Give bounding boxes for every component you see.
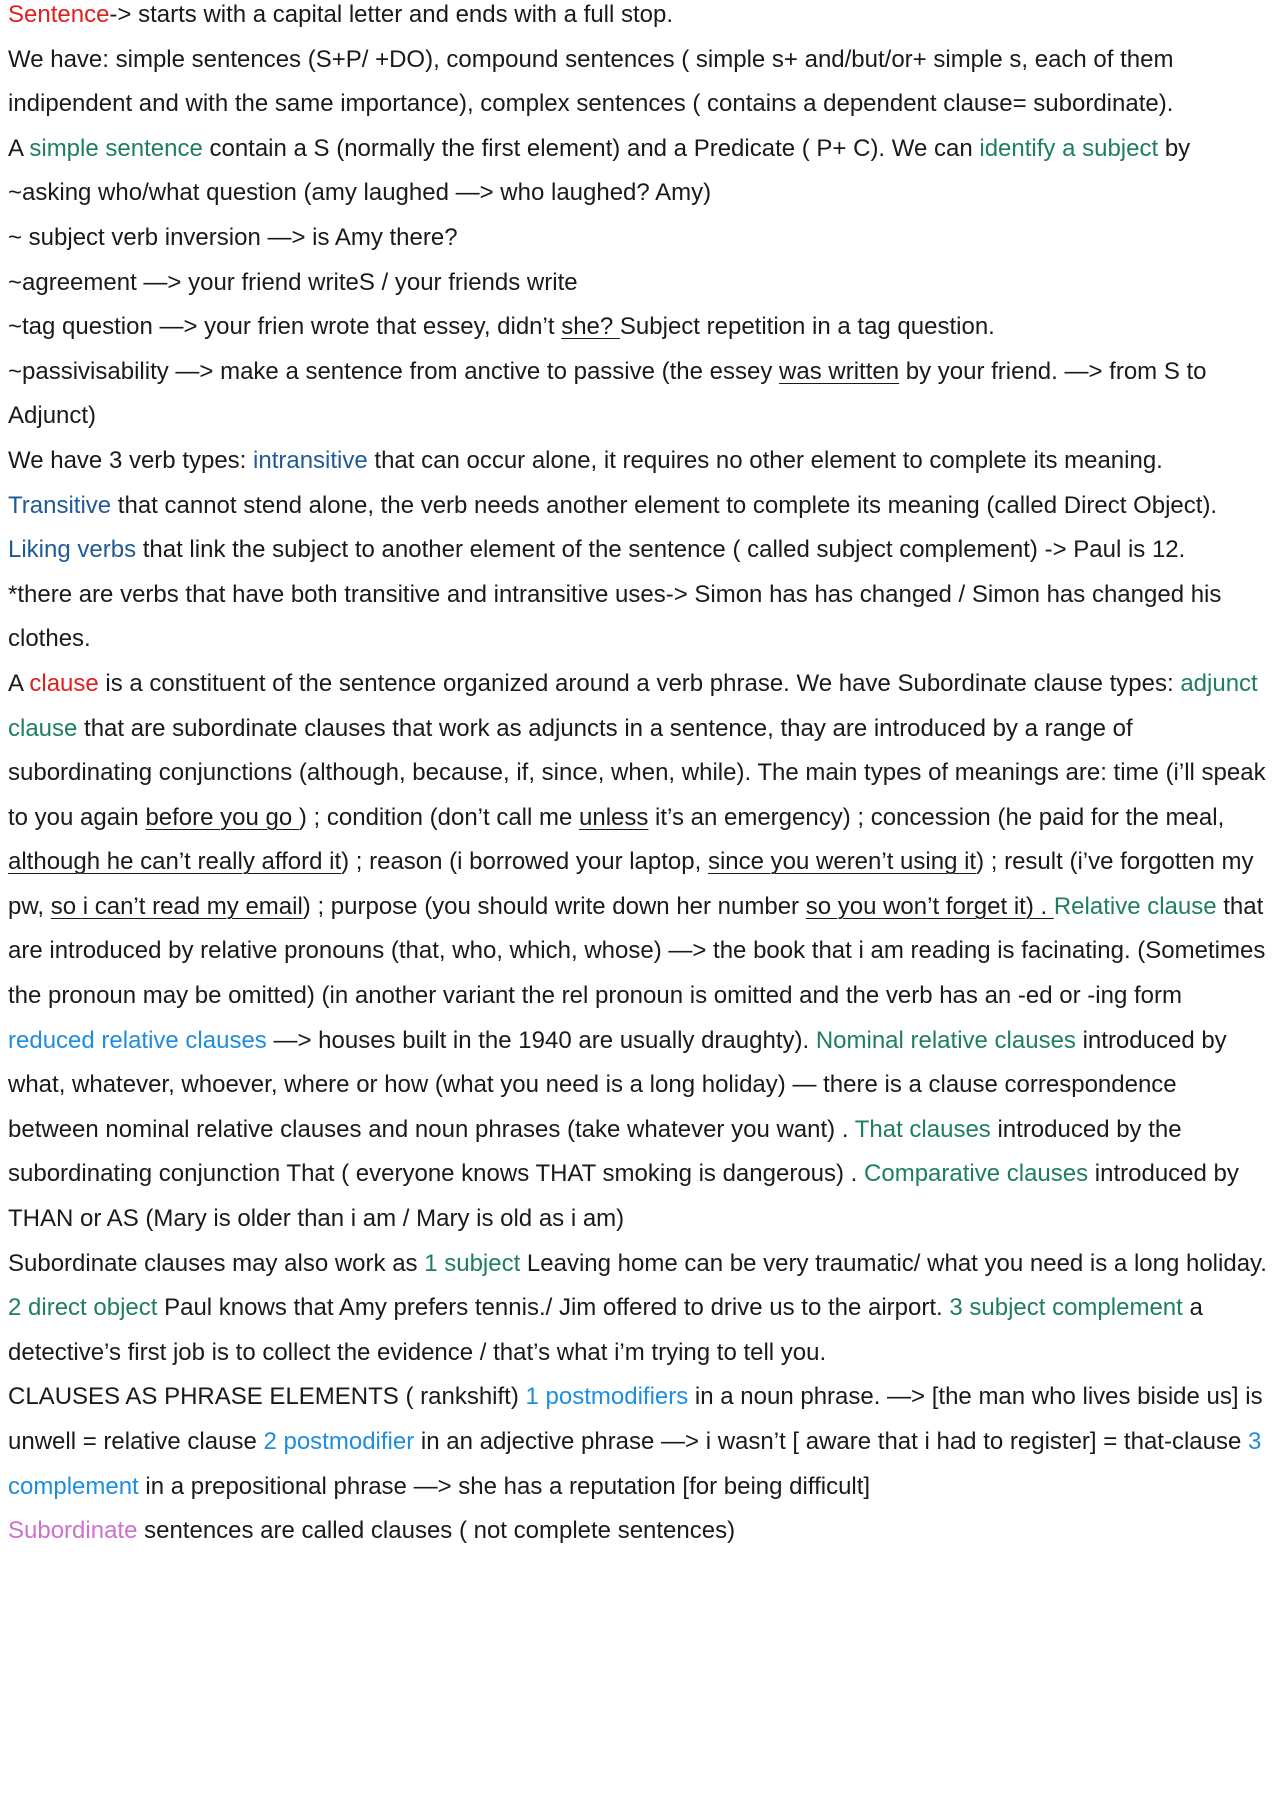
text: by ~asking who/what question (amy laughed —> who laughed? Amy) bbox=[8, 134, 1191, 207]
text: that cannot stend alone, the verb needs another element to complete its meaning (called Direct Object). bbox=[111, 491, 1218, 519]
text: CLAUSES AS PHRASE ELEMENTS ( rankshift) bbox=[8, 1383, 526, 1411]
text: We have 3 verb types: bbox=[8, 446, 254, 474]
text: ~passivisability —> make a sentence from anctive to passive (the essey bbox=[8, 357, 780, 385]
term-relative-clause: Relative clause bbox=[1053, 892, 1217, 920]
paragraph-simple-sentence bbox=[8, 127, 1272, 216]
text: that are introduced by relative pronouns (that, who, which, whose) —> the book that i am reading is facinating. (Sometimes the pronoun may be omitted) (in another variant the rel pronoun is omitted and the verb has an -ed or -ing form bbox=[8, 892, 1266, 1010]
text: introduced by the subordinating conjunction That ( everyone knows THAT smoking is dangerous) . bbox=[8, 1115, 1182, 1188]
text: A bbox=[8, 134, 30, 162]
text: introduced by THAN or AS (Mary is older than i am / Mary is old as i am) bbox=[8, 1160, 1239, 1233]
text: that can occur alone, it requires no other element to complete its meaning. bbox=[367, 446, 1163, 474]
paragraph-passivisability bbox=[8, 350, 1272, 439]
text: it’s an emergency) ; concession (he paid for the meal, bbox=[648, 803, 1225, 831]
underlined-text: although he can’t really afford it bbox=[8, 848, 342, 876]
text: is a constituent of the sentence organized around a verb phrase. We have Subordinate clause types: bbox=[98, 669, 1181, 697]
term-reduced-relative-clauses: reduced relative clauses bbox=[8, 1026, 267, 1054]
term-comparative-clauses: Comparative clauses bbox=[864, 1160, 1089, 1188]
text: Leaving home can be very traumatic/ what you need is a long holiday. bbox=[520, 1249, 1267, 1277]
text: *there are verbs that have both transitive and intransitive uses-> Simon has has changed / Simon has changed his clothes. bbox=[8, 580, 1222, 653]
term-adjunct-clause: adjunct clause bbox=[8, 669, 1258, 742]
term-complement: 3 complement bbox=[8, 1428, 1262, 1500]
text: ~ subject verb inversion —> is Amy there? bbox=[8, 223, 458, 251]
text: We have: simple sentences (S+P/ +DO), compound sentences ( simple s+ and/but/or+ simple s, each of them indipendent and with the same importance), complex sentences ( contains a dependent clause= subordinate). bbox=[8, 45, 1174, 118]
term-that-clauses: That clauses bbox=[854, 1115, 991, 1143]
paragraph-subordinate-note bbox=[8, 1509, 1272, 1554]
text: introduced by what, whatever, whoever, where or how (what you need is a long holiday) — there is a clause correspondence between nominal relative clauses and noun phrases (take whatever you want) . bbox=[8, 1026, 1227, 1143]
text: Subordinate clauses may also work as bbox=[8, 1249, 425, 1277]
paragraph-clause bbox=[8, 662, 1272, 1242]
paragraph-subordinate-functions bbox=[8, 1242, 1272, 1376]
text: that are subordinate clauses that work as adjuncts in a sentence, thay are introduced by a range of subordinating conjunctions (although, because, if, since, when, while). The main types of meanings are: time (i’ll speak to you again bbox=[8, 714, 1266, 831]
term-postmodifier: 2 postmodifier bbox=[263, 1428, 415, 1455]
underlined-text: before you go bbox=[145, 803, 299, 831]
term-liking-verbs: Liking verbs bbox=[8, 536, 137, 564]
underlined-text: so i can’t read my email bbox=[50, 892, 303, 920]
text: A bbox=[8, 669, 30, 697]
text: by your friend. —> from S to Adjunct) bbox=[8, 357, 1207, 430]
text: ~tag question —> your frien wrote that essey, didn’t bbox=[8, 313, 562, 341]
text: ) ; purpose (you should write down her number bbox=[302, 892, 806, 920]
text: sentences are called clauses ( not complete sentences) bbox=[137, 1517, 736, 1545]
text: contain a S (normally the first element) and a Predicate ( P+ C). We can bbox=[202, 134, 980, 162]
text: -> starts with a capital letter and ends with a full stop. bbox=[109, 1, 674, 28]
underlined-text: she? bbox=[561, 313, 620, 341]
term-identify-subject: identify a subject bbox=[979, 134, 1159, 162]
text: in a noun phrase. —> [the man who lives biside us] is unwell = relative clause bbox=[8, 1383, 1263, 1455]
term-intransitive: intransitive bbox=[253, 446, 368, 474]
paragraph-sentence-types bbox=[8, 38, 1272, 127]
text: Paul knows that Amy prefers tennis./ Jim offered to drive us to the airport. bbox=[157, 1294, 950, 1322]
paragraph-verb-types bbox=[8, 439, 1272, 573]
underlined-text: unless bbox=[579, 803, 649, 831]
term-subject-complement: 3 subject complement bbox=[949, 1294, 1183, 1322]
paragraph-agreement bbox=[8, 261, 1272, 306]
text: in a prepositional phrase —> she has a reputation [for being difficult] bbox=[138, 1472, 871, 1500]
underlined-text: was written bbox=[779, 357, 900, 385]
text: Subject repetition in a tag question. bbox=[619, 313, 995, 341]
paragraph-tag-question bbox=[8, 305, 1272, 350]
underlined-text: so you won’t forget it) . bbox=[805, 892, 1054, 920]
term-postmodifiers: 1 postmodifiers bbox=[525, 1383, 689, 1411]
term-direct-object: 2 direct object bbox=[8, 1294, 158, 1322]
term-subordinate: Subordinate bbox=[8, 1517, 138, 1545]
paragraph-phrase-elements bbox=[8, 1375, 1272, 1509]
paragraph-inversion bbox=[8, 216, 1272, 261]
term-nominal-relative-clauses: Nominal relative clauses bbox=[815, 1026, 1076, 1054]
term-transitive: Transitive bbox=[8, 491, 112, 519]
paragraph-both-uses bbox=[8, 573, 1272, 662]
term-sentence: Sentence bbox=[8, 1, 110, 28]
text: —> houses built in the 1940 are usually draughty). bbox=[266, 1026, 816, 1054]
text: in an adjective phrase —> i wasn’t [ aware that i had to register] = that-clause bbox=[414, 1428, 1248, 1455]
paragraph-sentence-definition bbox=[8, 0, 1272, 38]
term-subject: 1 subject bbox=[424, 1249, 521, 1277]
text: ~agreement —> your friend writeS / your friends write bbox=[8, 268, 578, 296]
text: that link the subject to another element of the sentence ( called subject complement) -> Paul is 12. bbox=[136, 536, 1186, 564]
term-simple-sentence: simple sentence bbox=[29, 134, 203, 162]
term-clause: clause bbox=[29, 669, 99, 697]
text: ) ; condition (don’t call me bbox=[298, 803, 580, 831]
text: ) ; reason (i borrowed your laptop, bbox=[341, 848, 708, 876]
text: a detective’s first job is to collect the evidence / that’s what i’m trying to tell you. bbox=[8, 1294, 1203, 1366]
underlined-text: since you weren’t using it bbox=[707, 848, 977, 876]
text: ) ; result (i’ve forgotten my pw, bbox=[8, 848, 1254, 920]
